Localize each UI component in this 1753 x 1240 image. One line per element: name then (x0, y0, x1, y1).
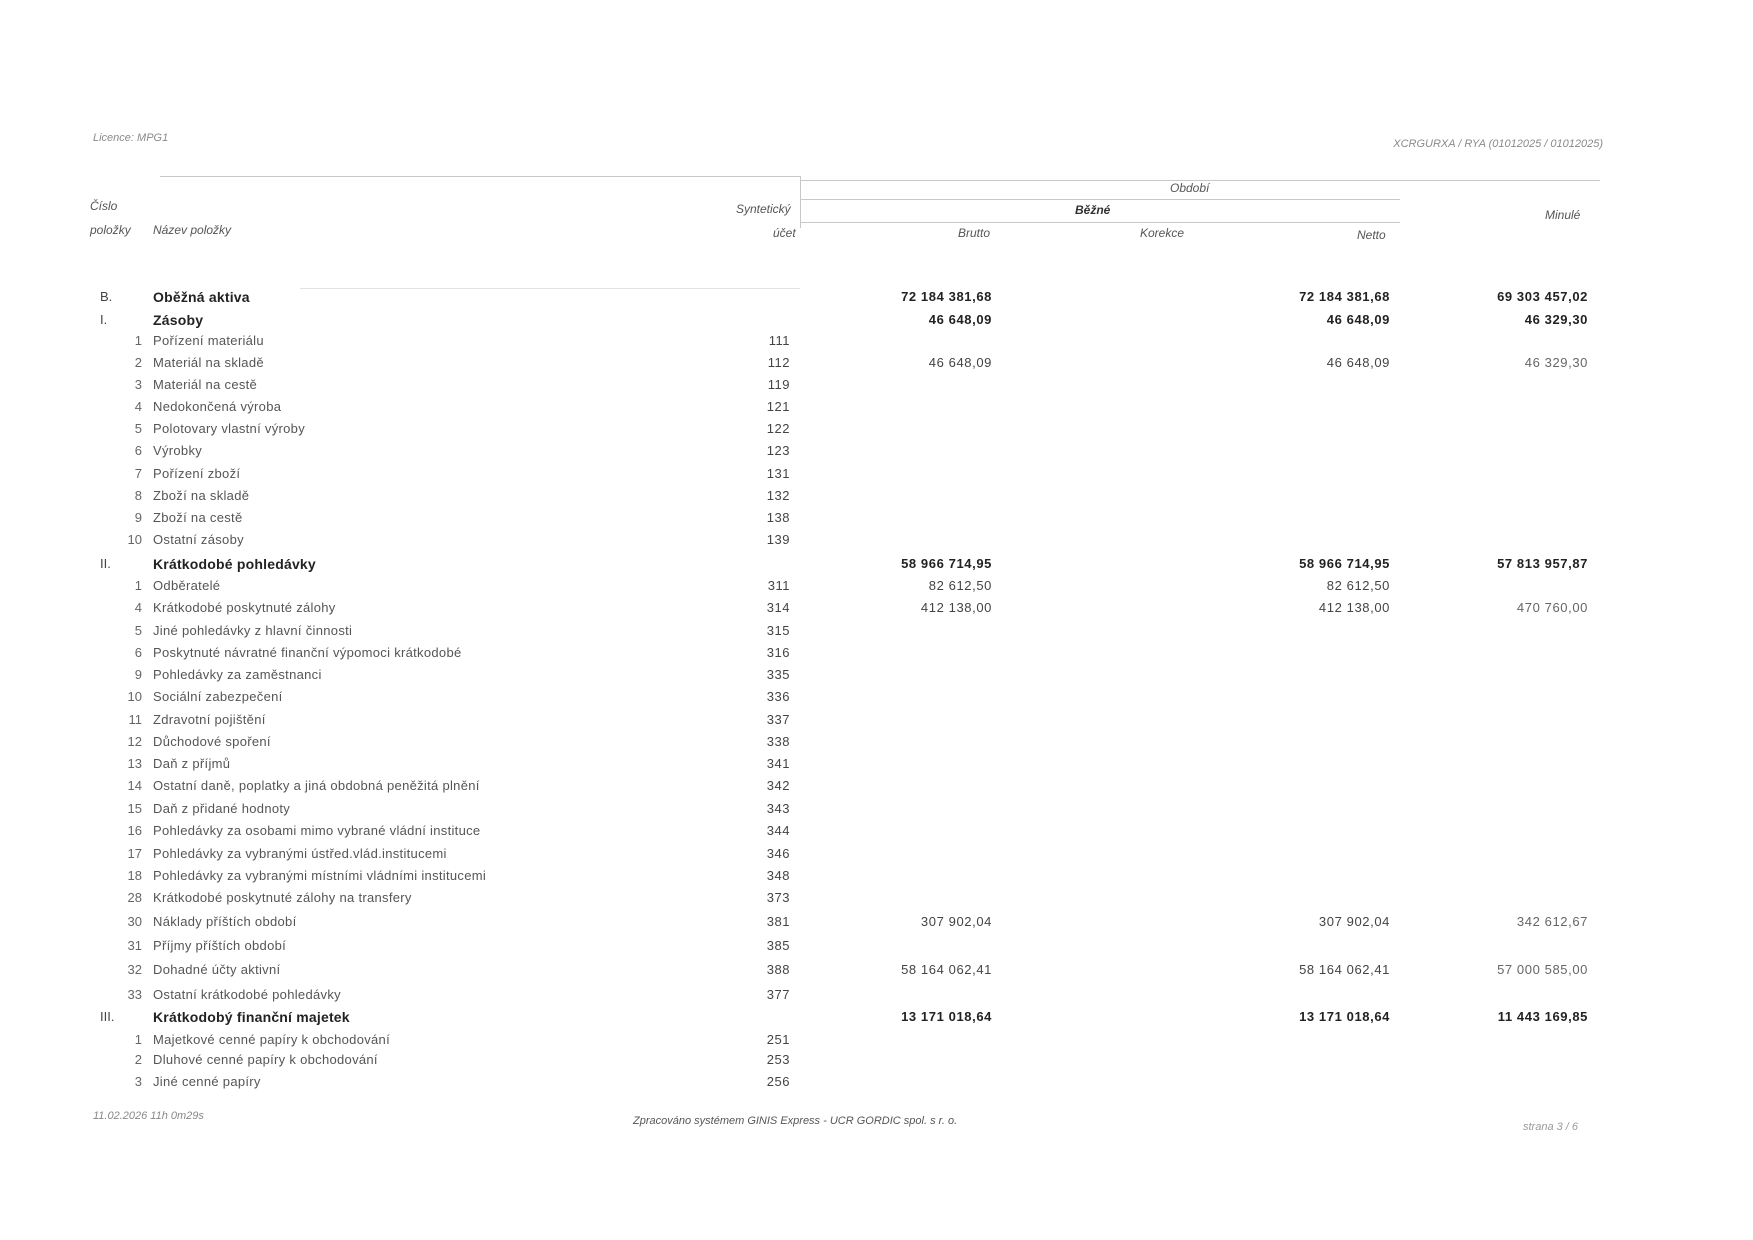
cell-name: Odběratelé (153, 578, 221, 593)
cell-num: 2 (134, 355, 142, 370)
table-row (0, 938, 1753, 960)
cell-name: Dluhové cenné papíry k obchodování (153, 1052, 378, 1067)
table-row (0, 1052, 1753, 1074)
cell-name: Daň z přidané hodnoty (153, 801, 291, 816)
cell-acct: 138 (766, 510, 790, 525)
cell-name: Polotovary vlastní výroby (153, 421, 306, 436)
cell-acct: 112 (767, 355, 790, 370)
table-row (0, 443, 1753, 465)
cell-brutto: 46 648,09 (928, 355, 992, 370)
table-row (0, 756, 1753, 778)
cell-num: 1 (134, 333, 142, 348)
cell-netto: 13 171 018,64 (1299, 1009, 1390, 1024)
table-row (0, 355, 1753, 377)
cell-acct: 139 (766, 532, 790, 547)
table-row (0, 823, 1753, 845)
cell-netto: 58 966 714,95 (1299, 556, 1390, 571)
cell-num: 3 (134, 1074, 142, 1089)
cell-num: II. (100, 556, 111, 571)
header-sub-rule (800, 222, 1400, 223)
table-row (0, 1009, 1753, 1031)
cell-minule: 46 329,30 (1524, 312, 1588, 327)
col-netto: Netto (1357, 228, 1386, 242)
cell-num: 11 (128, 712, 142, 727)
cell-acct: 122 (766, 421, 790, 436)
cell-minule: 46 329,30 (1524, 355, 1588, 370)
cell-num: 8 (134, 488, 142, 503)
cell-name: Pohledávky za zaměstnanci (153, 667, 322, 682)
cell-acct: 256 (766, 1074, 790, 1089)
cell-name: Sociální zabezpečení (153, 689, 283, 704)
cell-name: Zásoby (153, 312, 204, 328)
footer-page: strana 3 / 6 (1523, 1121, 1579, 1133)
cell-num: 10 (127, 532, 142, 547)
cell-name: Ostatní krátkodobé pohledávky (153, 987, 341, 1002)
table-row (0, 712, 1753, 734)
cell-netto: 82 612,50 (1326, 578, 1390, 593)
cell-brutto: 412 138,00 (920, 600, 992, 615)
cell-name: Zboží na skladě (153, 488, 250, 503)
cell-brutto: 307 902,04 (920, 914, 992, 929)
cell-brutto: 58 966 714,95 (901, 556, 992, 571)
table-row (0, 846, 1753, 868)
table-row (0, 734, 1753, 756)
cell-acct: 344 (766, 823, 790, 838)
cell-acct: 132 (766, 488, 790, 503)
cell-acct: 123 (766, 443, 790, 458)
cell-acct: 337 (766, 712, 790, 727)
cell-acct: 335 (766, 667, 790, 682)
col-cislo: Číslo (90, 199, 118, 213)
cell-num: 10 (127, 689, 142, 704)
cell-num: 3 (134, 377, 142, 392)
cell-name: Důchodové spoření (153, 734, 271, 749)
table-row (0, 377, 1753, 399)
table-row (0, 689, 1753, 711)
cell-name: Nedokončená výroba (153, 399, 282, 414)
cell-name: Poskytnuté návratné finanční výpomoci krátkodobé (153, 645, 462, 660)
cell-num: 5 (134, 623, 142, 638)
table-row (0, 987, 1753, 1009)
cell-acct: 388 (766, 962, 790, 977)
cell-minule: 470 760,00 (1516, 600, 1588, 615)
cell-brutto: 46 648,09 (928, 312, 992, 327)
cell-num: 9 (134, 667, 142, 682)
cell-acct: 343 (766, 801, 790, 816)
cell-num: 12 (127, 734, 142, 749)
table-row (0, 623, 1753, 645)
table-row (0, 667, 1753, 689)
cell-num: 30 (127, 914, 142, 929)
table-row (0, 333, 1753, 355)
cell-acct: 377 (766, 987, 790, 1002)
cell-name: Materiál na cestě (153, 377, 258, 392)
cell-acct: 338 (766, 734, 790, 749)
col-obdobi: Období (1170, 181, 1210, 195)
cell-num: 14 (127, 778, 142, 793)
cell-netto: 412 138,00 (1318, 600, 1390, 615)
cell-acct: 314 (766, 600, 790, 615)
cell-num: 32 (127, 962, 142, 977)
cell-netto: 58 164 062,41 (1299, 962, 1390, 977)
cell-name: Pořízení materiálu (153, 333, 264, 348)
cell-num: 28 (127, 890, 142, 905)
cell-acct: 346 (766, 846, 790, 861)
table-row (0, 488, 1753, 510)
table-row (0, 868, 1753, 890)
cell-num: I. (100, 312, 108, 327)
cell-num: 5 (134, 421, 142, 436)
col-bezne: Běžné (1075, 203, 1111, 217)
cell-name: Dohadné účty aktivní (153, 962, 281, 977)
cell-acct: 342 (766, 778, 790, 793)
cell-name: Jiné pohledávky z hlavní činnosti (153, 623, 353, 638)
cell-name: Majetkové cenné papíry k obchodování (153, 1032, 390, 1047)
cell-num: 31 (127, 938, 142, 953)
cell-minule: 57 813 957,87 (1497, 556, 1588, 571)
table-row (0, 645, 1753, 667)
header-divider (800, 176, 801, 228)
cell-num: 13 (127, 756, 142, 771)
cell-name: Zdravotní pojištění (153, 712, 266, 727)
cell-acct: 119 (767, 377, 790, 392)
footer-system: Zpracováno systémem GINIS Express - UCR GORDIC spol. s r. o. (633, 1115, 958, 1127)
cell-num: 7 (134, 466, 142, 481)
table-row (0, 962, 1753, 984)
cell-num: 1 (134, 1032, 142, 1047)
table-row (0, 914, 1753, 936)
cell-netto: 46 648,09 (1326, 355, 1390, 370)
cell-num: 17 (127, 846, 142, 861)
cell-name: Ostatní zásoby (153, 532, 244, 547)
cell-name: Krátkodobé poskytnuté zálohy na transfery (153, 890, 412, 905)
cell-name: Pořízení zboží (153, 466, 241, 481)
col-polozky: položky (90, 223, 131, 237)
cell-num: 2 (134, 1052, 142, 1067)
cell-name: Krátkodobé pohledávky (153, 556, 316, 572)
cell-name: Náklady příštích období (153, 914, 297, 929)
table-row (0, 778, 1753, 800)
table-row (0, 1032, 1753, 1054)
cell-name: Jiné cenné papíry (153, 1074, 261, 1089)
cell-num: 6 (134, 443, 142, 458)
table-row (0, 556, 1753, 578)
col-nazev: Název položky (153, 223, 232, 237)
cell-name: Výrobky (153, 443, 203, 458)
cell-name: Krátkodobé poskytnuté zálohy (153, 600, 336, 615)
cell-acct: 336 (766, 689, 790, 704)
cell-acct: 381 (766, 914, 790, 929)
cell-acct: 251 (766, 1032, 790, 1047)
table-row (0, 578, 1753, 600)
cell-name: Pohledávky za vybranými ústřed.vlád.institucemi (153, 846, 447, 861)
header-mid-rule (800, 199, 1400, 200)
col-brutto: Brutto (958, 226, 991, 240)
col-minule: Minulé (1545, 208, 1581, 222)
cell-acct: 316 (766, 645, 790, 660)
cell-netto: 46 648,09 (1326, 312, 1390, 327)
cell-acct: 131 (766, 466, 790, 481)
cell-name: Daň z příjmů (153, 756, 231, 771)
cell-netto: 307 902,04 (1318, 914, 1390, 929)
table-row (0, 532, 1753, 554)
table-row (0, 421, 1753, 443)
cell-num: 15 (127, 801, 142, 816)
cell-num: 33 (127, 987, 142, 1002)
cell-netto: 72 184 381,68 (1299, 289, 1390, 304)
cell-acct: 341 (766, 756, 790, 771)
cell-brutto: 82 612,50 (928, 578, 992, 593)
footer-timestamp: 11.02.2026 11h 0m29s (93, 1110, 204, 1122)
cell-acct: 348 (766, 868, 790, 883)
cell-brutto: 58 164 062,41 (901, 962, 992, 977)
cell-minule: 57 000 585,00 (1497, 962, 1588, 977)
table-row (0, 1074, 1753, 1096)
cell-acct: 111 (768, 333, 790, 348)
header-top-rule (160, 176, 800, 177)
table-row (0, 510, 1753, 532)
licence-label: Licence: MPG1 (93, 132, 169, 144)
cell-brutto: 13 171 018,64 (901, 1009, 992, 1024)
cell-acct: 311 (767, 578, 790, 593)
cell-num: 4 (134, 399, 142, 414)
cell-num: B. (100, 289, 113, 304)
cell-num: 16 (127, 823, 142, 838)
cell-name: Oběžná aktiva (153, 289, 250, 305)
cell-acct: 121 (766, 399, 790, 414)
report-code: XCRGURXA / RYA (01012025 / 01012025) (1393, 138, 1603, 150)
cell-num: 4 (134, 600, 142, 615)
cell-name: Zboží na cestě (153, 510, 243, 525)
table-row (0, 890, 1753, 912)
table-row (0, 466, 1753, 488)
col-ucet: účet (773, 226, 796, 240)
table-row (0, 801, 1753, 823)
cell-minule: 342 612,67 (1516, 914, 1588, 929)
cell-acct: 315 (766, 623, 790, 638)
cell-name: Pohledávky za osobami mimo vybrané vládní instituce (153, 823, 481, 838)
cell-num: III. (100, 1009, 115, 1024)
cell-name: Příjmy příštích období (153, 938, 287, 953)
table-row (0, 312, 1753, 334)
cell-name: Materiál na skladě (153, 355, 264, 370)
cell-num: 18 (127, 868, 142, 883)
cell-acct: 373 (766, 890, 790, 905)
cell-brutto: 72 184 381,68 (901, 289, 992, 304)
table-row (0, 600, 1753, 622)
table-row (0, 399, 1753, 421)
cell-acct: 385 (766, 938, 790, 953)
cell-minule: 11 443 169,85 (1497, 1009, 1588, 1024)
cell-minule: 69 303 457,02 (1497, 289, 1588, 304)
cell-num: 6 (134, 645, 142, 660)
col-korekce: Korekce (1140, 226, 1185, 240)
cell-name: Pohledávky za vybranými místními vládními institucemi (153, 868, 487, 883)
cell-acct: 253 (766, 1052, 790, 1067)
cell-name: Ostatní daně, poplatky a jiná obdobná peněžitá plnění (153, 778, 480, 793)
cell-num: 1 (134, 578, 142, 593)
cell-name: Krátkodobý finanční majetek (153, 1009, 350, 1025)
cell-num: 9 (134, 510, 142, 525)
table-row (0, 289, 1753, 311)
col-synteticky: Syntetický (736, 202, 791, 216)
